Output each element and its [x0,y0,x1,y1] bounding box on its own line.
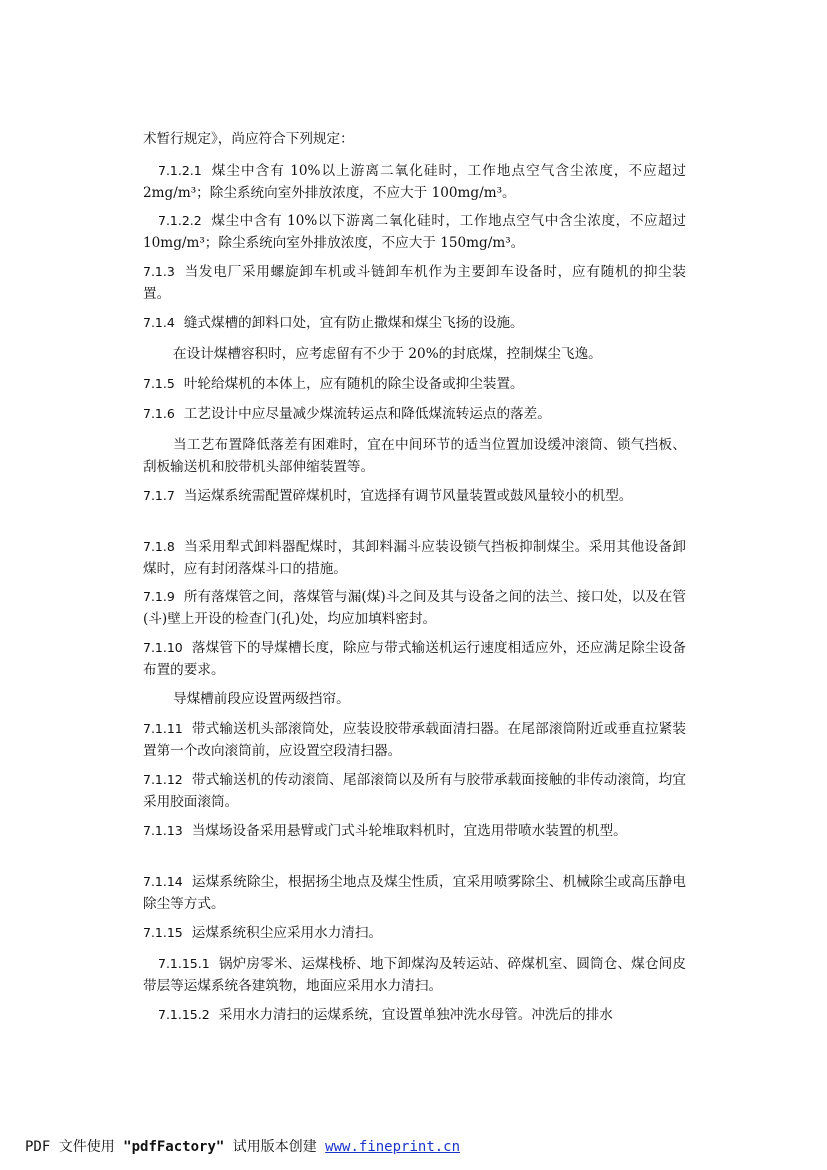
clause-7-1-15-2 [143,1004,686,1026]
clause-text: 带式输送机的传动滚筒、尾部滚筒以及所有与胶带承载面接触的非传动滚筒，均宜采用胶面滚筒。 [143,772,686,810]
footer-prefix: PDF 文件使用 [25,1139,124,1155]
clause-text: 运煤系统除尘，根据扬尘地点及煤尘性质，宜采用喷雾除尘、机械除尘或高压静电除尘等方式。 [143,874,686,912]
pdf-footer [25,1136,460,1156]
clause-text: 当煤场设备采用悬臂或门式斗轮堆取料机时，宜选用带喷水装置的机型。 [191,823,627,839]
clause-7-1-7 [143,485,686,507]
clause-number: 7.1.10 [143,640,183,655]
clause-number: 7.1.6 [143,406,175,421]
paragraph-text: 在设计煤槽容积时，应考虑留有不少于 20%的封底煤，控制煤尘飞逸。 [173,346,602,362]
clause-7-1-10 [143,637,686,681]
clause-text: 所有落煤管之间，落煤管与漏(煤)斗之间及其与设备之间的法兰、接口处，以及在管(斗)壁上开设的检查门(孔)处，均应加填料密封。 [143,589,686,627]
paragraph [143,343,686,365]
clause-number: 7.1.14 [143,874,183,889]
clause-number: 7.1.2.2 [158,213,202,228]
clause-number: 7.1.15 [143,925,183,940]
clause-text: 缝式煤槽的卸料口处，宜有防止撒煤和煤尘飞扬的设施。 [183,315,524,331]
clause-7-1-3 [143,261,686,305]
clause-number: 7.1.9 [143,589,175,604]
clause-text: 叶轮给煤机的本体上，应有随机的除尘设备或抑尘装置。 [183,376,524,392]
footer-middle: 试用版本创建 [224,1139,326,1155]
clause-number: 7.1.5 [143,376,175,391]
clause-7-1-13 [143,820,686,842]
paragraph [143,434,686,478]
clause-number: 7.1.3 [143,264,175,279]
footer-link[interactable]: www.fineprint.cn [325,1139,461,1155]
paragraph [143,688,686,710]
clause-number: 7.1.4 [143,315,175,330]
clause-text: 当采用犁式卸料器配煤时，其卸料漏斗应装设锁气挡板抑制煤尘。采用其他设备卸煤时，应有封闭落煤斗口的措施。 [143,539,686,577]
clause-text: 锅炉房零米、运煤栈桥、地下卸煤沟及转运站、碎煤机室、圆筒仓、煤仓间皮带层等运煤系统各建筑物，地面应采用水力清扫。 [143,956,686,994]
clause-7-1-15 [143,922,686,944]
clause-7-1-14 [143,871,686,915]
clause-text: 运煤系统积尘应采用水力清扫。 [191,925,383,941]
clause-text: 煤尘中含有 10%以下游离二氧化硅时，工作地点空气中含尘浓度，不应超过 10mg/m³；除尘系统向室外排放浓度，不应大于 150mg/m³。 [143,213,686,251]
clause-text: 采用水力清扫的运煤系统，宜设置单独冲洗水母管。冲洗后的排水 [218,1007,613,1023]
clause-number: 7.1.7 [143,488,175,503]
clause-number: 7.1.11 [143,721,183,736]
clause-7-1-12 [143,769,686,813]
paragraph [143,128,686,150]
clause-7-1-2-1 [143,160,686,204]
clause-number: 7.1.12 [143,772,183,787]
clause-7-1-15-1 [143,953,686,997]
clause-7-1-4 [143,312,686,334]
paragraph-text: 当工艺布置降低落差有困难时，宜在中间环节的适当位置加设缓冲滚筒、锁气挡板、刮板输送机和胶带机头部伸缩装置等。 [143,437,686,475]
clause-7-1-5 [143,373,686,395]
clause-7-1-2-2 [143,210,686,254]
clause-text: 带式输送机头部滚筒处，应装设胶带承载面清扫器。在尾部滚筒附近或垂直拉紧装置第一个改向滚筒前，应设置空段清扫器。 [143,721,686,759]
clause-number: 7.1.8 [143,539,175,554]
clause-7-1-9 [143,586,686,630]
clause-number: 7.1.2.1 [158,163,202,178]
clause-7-1-11 [143,718,686,762]
clause-number: 7.1.13 [143,823,183,838]
clause-text: 煤尘中含有 10%以上游离二氧化硅时，工作地点空气含尘浓度，不应超过 2mg/m³；除尘系统向室外排放浓度，不应大于 100mg/m³。 [143,163,686,201]
clause-7-1-6 [143,403,686,425]
clause-number: 7.1.15.1 [158,956,210,971]
clause-text: 当运煤系统需配置碎煤机时，宜选择有调节风量装置或鼓风量较小的机型。 [183,488,633,504]
paragraph-text: 导煤槽前段应设置两级挡帘。 [173,691,350,707]
paragraph-text: 术暂行规定》，尚应符合下列规定： [143,131,354,147]
clause-text: 落煤管下的导煤槽长度，除应与带式输送机运行速度相适应外，还应满足除尘设备布置的要求。 [143,640,686,678]
clause-7-1-8 [143,536,686,580]
clause-text: 当发电厂采用螺旋卸车机或斗链卸车机作为主要卸车设备时，应有随机的抑尘装置。 [143,264,686,302]
footer-product-name: "pdfFactory" [123,1139,225,1155]
clause-number: 7.1.15.2 [158,1007,210,1022]
clause-text: 工艺设计中应尽量减少煤流转运点和降低煤流转运点的落差。 [183,406,551,422]
